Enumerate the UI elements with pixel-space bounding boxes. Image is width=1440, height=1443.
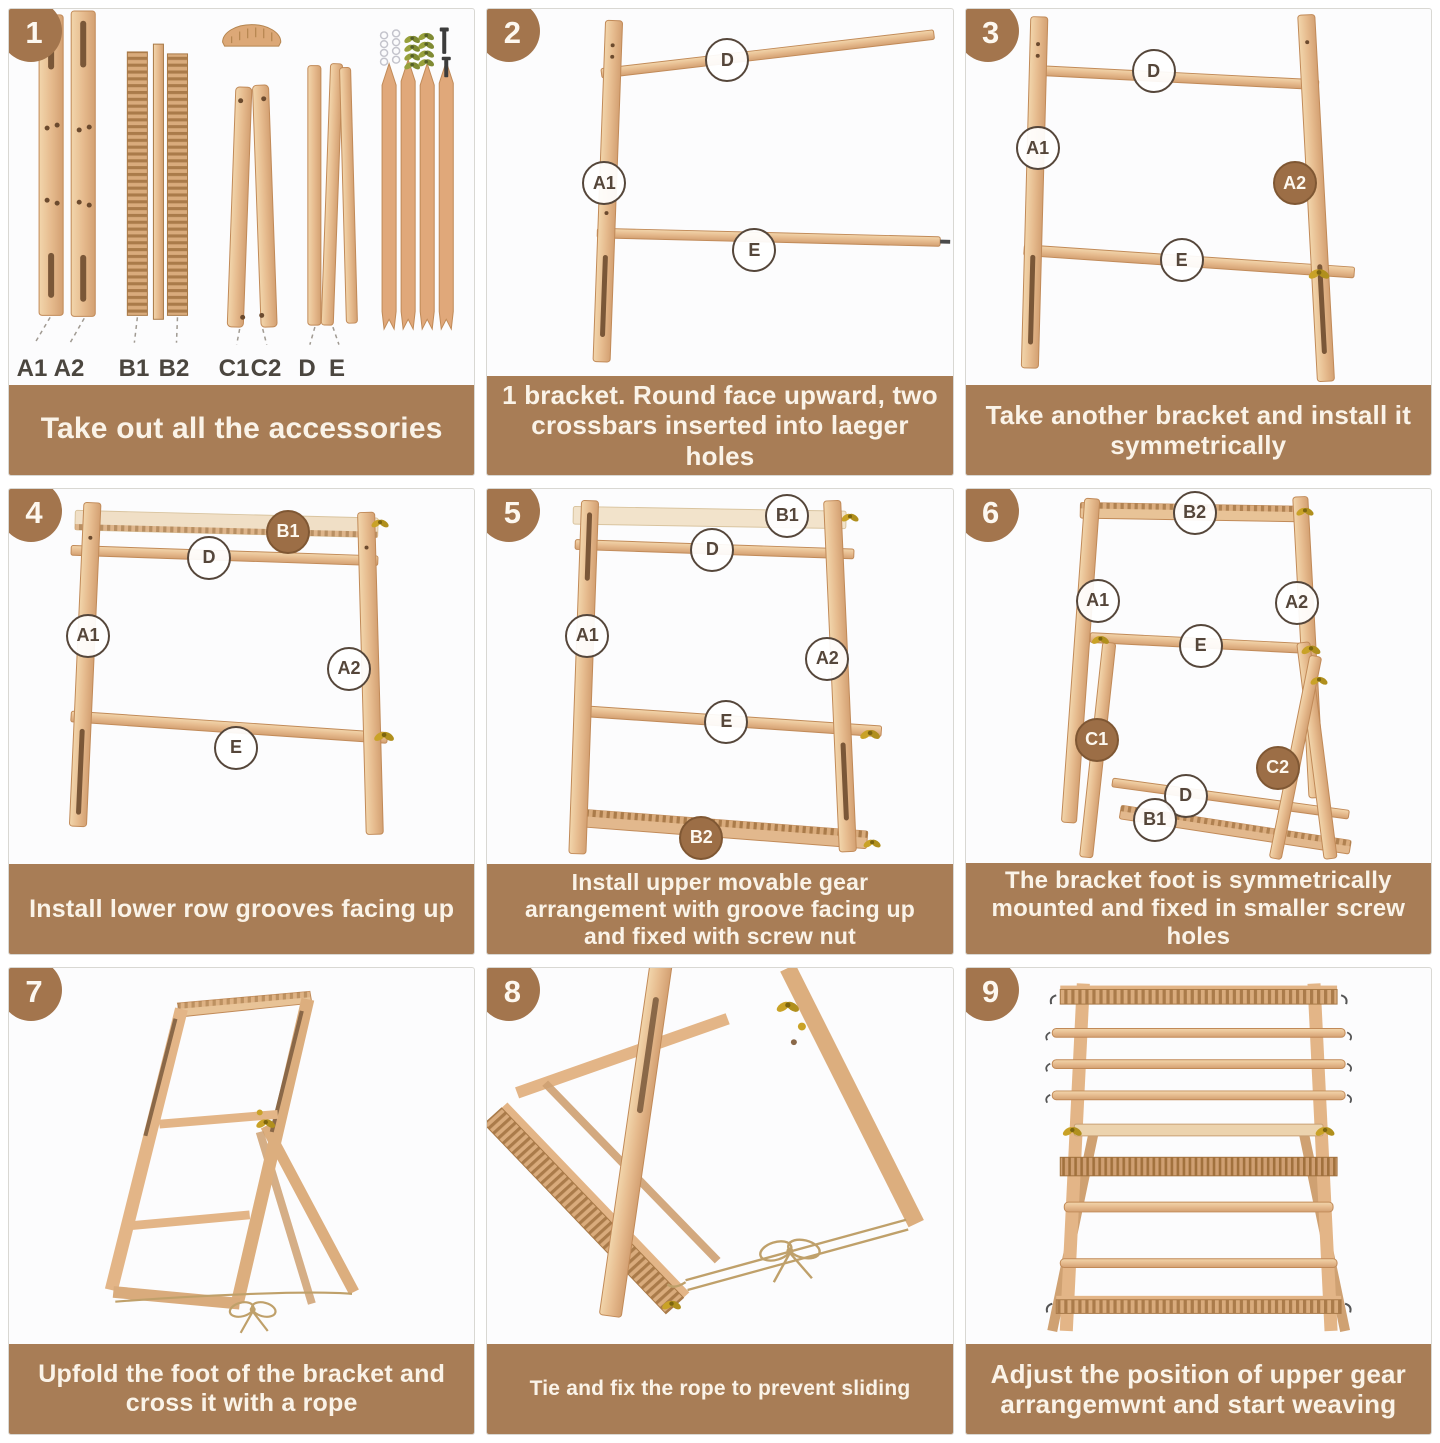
instruction-panel-7 <box>8 967 475 1435</box>
two-brackets-illustration <box>966 9 1431 385</box>
callout-a1: A1 <box>582 161 626 205</box>
step-caption: Upfold the foot of the bracket and cross it with a rope <box>9 1344 474 1434</box>
callout-a1: A1 <box>565 614 609 658</box>
part-label-c1: C1 <box>218 355 250 382</box>
part-label-b1: B1 <box>118 355 150 382</box>
instruction-panel-3 <box>965 8 1432 476</box>
callout-d: D <box>1132 49 1176 93</box>
callout-e: E <box>1160 238 1204 282</box>
instruction-panel-4 <box>8 488 475 956</box>
instruction-panel-6 <box>965 488 1432 956</box>
step-photo <box>966 9 1431 385</box>
callout-a1: A1 <box>66 614 110 658</box>
callout-a2: A2 <box>1275 581 1319 625</box>
step-number: 9 <box>982 974 1000 1010</box>
callout-c1: C1 <box>1075 718 1119 762</box>
step-number: 3 <box>982 15 1000 50</box>
step-photo <box>9 489 474 865</box>
callout-a1: A1 <box>1016 126 1060 170</box>
step-caption: Take out all the accessories <box>9 385 474 475</box>
frame-lower-gear-illustration <box>9 489 474 865</box>
callout-e: E <box>214 726 258 770</box>
part-label-c2: C2 <box>250 355 282 382</box>
step-number: 6 <box>982 494 1000 530</box>
step-caption: Install upper movable gear arrangement with groove facing up and fixed with screw nut <box>487 864 952 954</box>
part-label-a2: A2 <box>53 355 85 382</box>
instruction-panel-9 <box>965 967 1432 1435</box>
callout-e: E <box>732 228 776 272</box>
loom-parts-illustration <box>9 9 474 385</box>
part-label-b2: B2 <box>158 355 190 382</box>
step-photo <box>9 968 474 1344</box>
callout-d: D <box>187 536 231 580</box>
finished-loom-illustration <box>966 968 1431 1344</box>
callout-d: D <box>690 528 734 572</box>
step-caption: Tie and fix the rope to prevent sliding <box>487 1344 952 1434</box>
callout-e: E <box>1179 624 1223 668</box>
callout-e: E <box>704 700 748 744</box>
callout-a2: A2 <box>805 637 849 681</box>
step-number: 4 <box>25 494 43 530</box>
step-number: 8 <box>503 974 521 1010</box>
instruction-panel-8 <box>486 967 953 1435</box>
step-number: 5 <box>503 494 521 530</box>
step-number: 2 <box>503 15 521 50</box>
part-label-a1: A1 <box>16 355 48 382</box>
callout-b1: B1 <box>1133 798 1177 842</box>
callout-d: D <box>1164 774 1208 818</box>
part-label-d: D <box>298 355 316 382</box>
callout-b1: B1 <box>765 494 809 538</box>
step-photo <box>966 489 1431 863</box>
callout-b2: B2 <box>679 816 723 860</box>
step-number: 1 <box>25 15 43 50</box>
step-photo <box>487 9 952 376</box>
instruction-panel-2 <box>486 8 953 476</box>
step-photo <box>9 9 474 385</box>
assembled-stand-illustration <box>9 968 474 1344</box>
callout-b2: B2 <box>1173 491 1217 535</box>
rope-tie-closeup-illustration <box>487 968 952 1344</box>
callout-a1: A1 <box>1076 579 1120 623</box>
part-label-e: E <box>328 355 346 382</box>
instruction-panel-5 <box>486 488 953 956</box>
step-caption: 1 bracket. Round face upward, two crossbars inserted into laeger holes <box>487 376 952 474</box>
step-caption: The bracket foot is symmetrically mounted and fixed in smaller screw holes <box>966 863 1431 954</box>
callout-d: D <box>705 38 749 82</box>
step-number: 7 <box>25 974 43 1010</box>
step-photo <box>966 968 1431 1344</box>
instruction-panel-1 <box>8 8 475 476</box>
step-photo <box>487 489 952 865</box>
callout-b1: B1 <box>266 510 310 554</box>
callout-a2: A2 <box>327 647 371 691</box>
step-caption: Adjust the position of upper gear arrangemwnt and start weaving <box>966 1344 1431 1434</box>
callout-c2: C2 <box>1256 746 1300 790</box>
callout-a2: A2 <box>1273 161 1317 205</box>
step-caption: Install lower row grooves facing up <box>9 864 474 954</box>
step-caption: Take another bracket and install it symmetrically <box>966 385 1431 475</box>
step-photo <box>487 968 952 1344</box>
